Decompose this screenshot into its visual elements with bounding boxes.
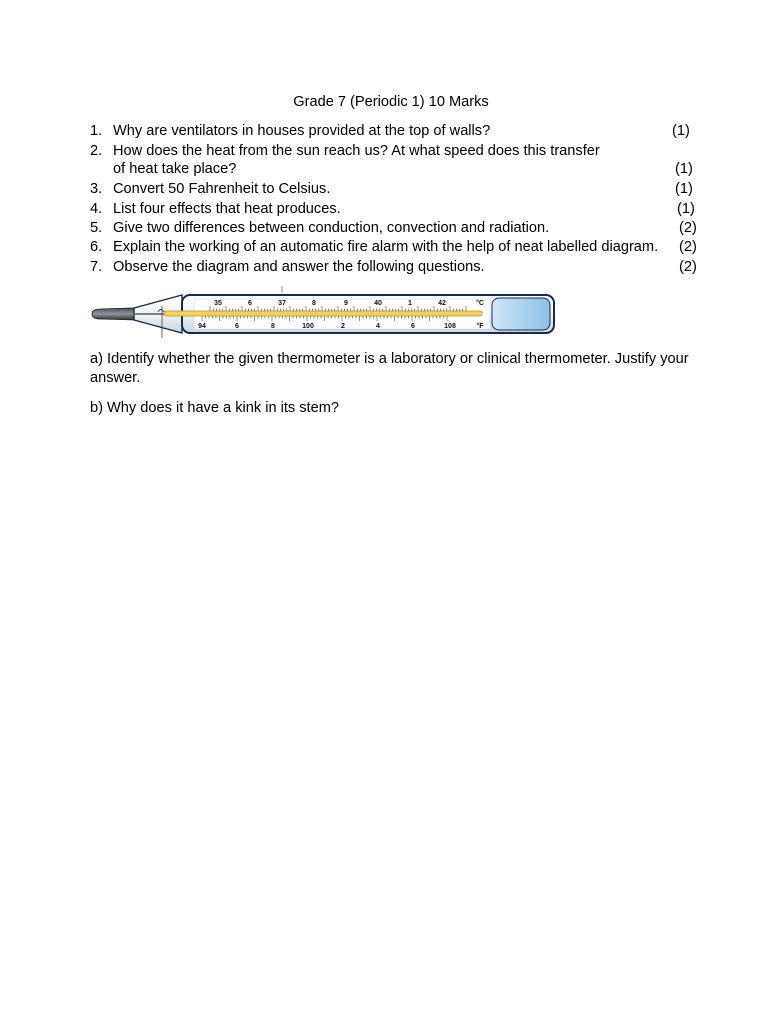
fahrenheit-label: 100 <box>302 323 314 330</box>
question-text: Give two differences between conduction, convection and radiation. <box>113 220 550 236</box>
question-2 <box>90 143 700 179</box>
question-text: Explain the working of an automatic fire alarm with the help of neat labelled diagram. <box>113 239 659 255</box>
end-cap-shape <box>492 298 550 330</box>
fahrenheit-label: 4 <box>376 323 380 330</box>
subquestion-a: a) Identify whether the given thermometer is a laboratory or clinical thermometer. Justify your answer. <box>90 351 689 386</box>
celsius-label: 8 <box>312 300 316 307</box>
question-text: List four effects that heat produces. <box>113 201 341 217</box>
fahrenheit-unit: °F <box>476 323 484 330</box>
question-number: 3. <box>90 181 103 197</box>
question-number: 7. <box>90 259 103 275</box>
celsius-label: 1 <box>408 300 412 307</box>
capillary-tube <box>164 311 482 316</box>
question-marks: (1) <box>675 161 693 177</box>
fahrenheit-label: 2 <box>341 323 345 330</box>
question-marks: (1) <box>675 181 693 197</box>
question-text-continued: of heat take place? <box>113 161 237 177</box>
celsius-label: 6 <box>248 300 252 307</box>
question-number: 2. <box>90 143 103 159</box>
question-number: 5. <box>90 220 103 236</box>
question-number: 4. <box>90 201 103 217</box>
fahrenheit-label: 94 <box>198 323 206 330</box>
fahrenheit-label: 108 <box>444 323 456 330</box>
question-number: 1. <box>90 123 103 139</box>
question-marks: (1) <box>672 123 690 139</box>
question-marks: (1) <box>677 201 695 217</box>
question-text: How does the heat from the sun reach us? At what speed does this transfer <box>113 143 600 159</box>
question-number: 6. <box>90 239 103 255</box>
fahrenheit-label: 6 <box>411 323 415 330</box>
question-marks: (2) <box>679 259 697 275</box>
fahrenheit-label: 6 <box>235 323 239 330</box>
question-marks: (2) <box>679 239 697 255</box>
celsius-label: 40 <box>374 300 382 307</box>
celsius-label: 37 <box>278 300 286 307</box>
question-text: Why are ventilators in houses provided at the top of walls? <box>113 123 491 139</box>
bulb-shape <box>92 308 136 320</box>
fahrenheit-label: 8 <box>271 323 275 330</box>
celsius-label: 35 <box>214 300 222 307</box>
celsius-label: 42 <box>438 300 446 307</box>
question-text: Observe the diagram and answer the following questions. <box>113 259 485 275</box>
question-text: Convert 50 Fahrenheit to Celsius. <box>113 181 331 197</box>
celsius-unit: °C <box>476 300 484 307</box>
clinical-thermometer-diagram <box>90 286 560 340</box>
question-marks: (2) <box>679 220 697 236</box>
page-title: Grade 7 (Periodic 1) 10 Marks <box>293 94 489 110</box>
subquestion-b: b) Why does it have a kink in its stem? <box>90 400 340 416</box>
celsius-label: 9 <box>344 300 348 307</box>
